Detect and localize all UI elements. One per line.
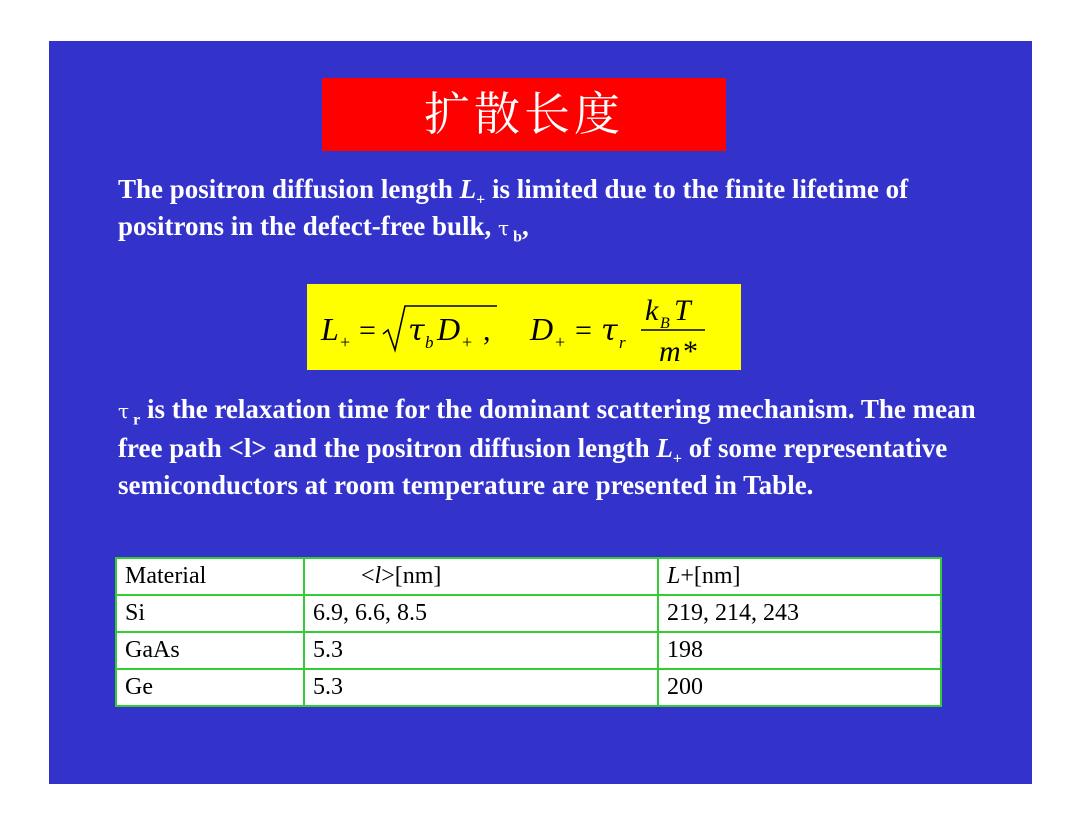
formula-equals-2: =	[575, 314, 592, 347]
data-table	[115, 557, 942, 707]
formula-svg	[307, 284, 741, 370]
cell-diffusion-length: 200	[658, 669, 941, 706]
cell-mean-free-path: 5.3	[304, 632, 658, 669]
formula-tau-b-sub: b	[425, 333, 434, 352]
formula-equals-1: =	[359, 314, 376, 347]
formula-D2-sub: +	[555, 332, 566, 352]
symbol-L: L	[459, 174, 477, 204]
cell-mean-free-path: 6.9, 6.6, 8.5	[304, 595, 658, 632]
subscript-r: r	[129, 411, 141, 429]
table-row	[116, 595, 941, 632]
subscript-b: b	[509, 228, 522, 246]
formula-tau-b: τ	[408, 313, 425, 348]
intro-text-1: The positron diffusion length	[118, 174, 460, 204]
cell-material: GaAs	[116, 632, 304, 669]
formula-k-sub: B	[660, 315, 670, 332]
formula-k: k	[645, 294, 659, 327]
formula-m: m	[659, 335, 681, 368]
intro-text-3: ,	[521, 211, 529, 241]
formula-box	[307, 284, 741, 370]
body-paragraph	[118, 391, 1018, 504]
body-text-2: and the positron diffusion length	[266, 433, 657, 463]
header-lt: <	[361, 563, 375, 589]
formula-star: *	[683, 335, 698, 368]
subscript-plus: +	[672, 450, 682, 468]
slide-background	[49, 41, 1032, 784]
formula-D: D	[437, 311, 461, 347]
subscript-plus: +	[476, 191, 486, 209]
header-plus-nm: +[nm]	[680, 563, 741, 589]
cell-material: Ge	[116, 669, 304, 706]
formula-T: T	[674, 294, 691, 327]
body-text-1: is the relaxation time for the dominant scattering mechanism. The mean free path	[118, 394, 976, 463]
formula-D-sub: +	[462, 332, 473, 352]
formula-L-sub: +	[340, 332, 351, 352]
formula-tau-r: τ	[601, 313, 618, 348]
header-mean-free-path	[304, 558, 658, 595]
cell-material: Si	[116, 595, 304, 632]
table-header-row	[116, 558, 941, 595]
formula-tau-r-sub: r	[619, 333, 626, 352]
cell-diffusion-length: 219, 214, 243	[658, 595, 941, 632]
intro-paragraph	[118, 171, 998, 247]
cell-diffusion-length: 198	[658, 632, 941, 669]
tau-symbol: τ	[118, 399, 130, 423]
header-gt-nm: >[nm]	[381, 563, 442, 589]
table-row	[116, 632, 941, 669]
header-L: L	[667, 563, 681, 589]
tau-symbol: τ	[498, 216, 510, 240]
formula-D2: D	[530, 311, 554, 347]
header-material: Material	[116, 558, 304, 595]
header-diffusion-length	[658, 558, 941, 595]
intro-text-2: is limited due to the finite lifetime of positrons in the defect-free bulk,	[118, 174, 909, 241]
slide-title: 扩散长度	[322, 78, 726, 151]
table-row	[116, 669, 941, 706]
header-l: l	[374, 563, 382, 589]
symbol-L: L	[656, 433, 673, 463]
body-text-3: of some representative semiconductors at room temperature are presented in Table.	[118, 433, 948, 500]
cell-mean-free-path: 5.3	[304, 669, 658, 706]
mean-free-path-symbol: <l>	[228, 433, 267, 463]
formula-L: L	[321, 311, 339, 347]
formula-comma: ,	[483, 314, 491, 347]
